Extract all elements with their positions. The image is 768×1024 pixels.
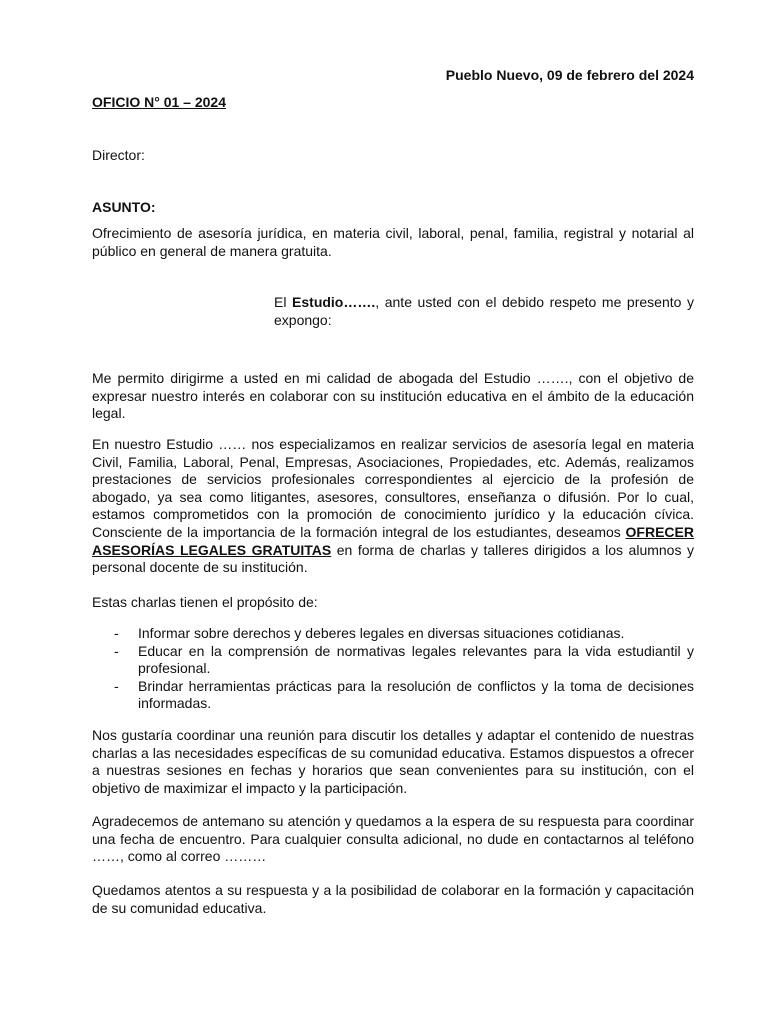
firm-name: Estudio……. xyxy=(292,294,376,310)
recipient: Director: xyxy=(92,147,145,163)
list-item-text: Educar en la comprensión de normativas legales relevantes para la vida estudiantil y profesional. xyxy=(138,642,694,677)
intro-paragraph xyxy=(274,294,694,329)
bullet-dash: - xyxy=(114,642,119,659)
bullet-dash: - xyxy=(114,625,119,641)
paragraph-1: Me permito dirigirme a usted en mi calidad de abogada del Estudio ……., con el objetivo de expresar nuestro interés en colaborar con su institución educativa en el ámbito de la educación legal. xyxy=(92,370,694,422)
asunto-text: Ofrecimiento de asesoría jurídica, en materia civil, laboral, penal, familia, registral y notarial al público en general de manera gratuita. xyxy=(92,225,694,259)
list-item-text: Brindar herramientas prácticas para la resolución de conflictos y la toma de decisiones informadas. xyxy=(138,677,694,712)
intro-rest: , ante usted con el debido respeto me presento y expongo: xyxy=(274,294,694,328)
purpose-list xyxy=(92,625,694,713)
paragraph-2 xyxy=(92,436,694,577)
asunto-heading: ASUNTO: xyxy=(92,199,156,215)
bullet-dash: - xyxy=(114,677,119,694)
paragraph-5: Agradecemos de antemano su atención y quedamos a la espera de su respuesta para coordinar una fecha de encuentro. Para cualquier consulta adicional, no dude en contactarnos al teléfono ……, como al correo ……… xyxy=(92,813,694,865)
date-line: Pueblo Nuevo, 09 de febrero del 2024 xyxy=(445,67,694,83)
paragraph-3: Estas charlas tienen el propósito de: xyxy=(92,594,318,610)
paragraph-6: Quedamos atentos a su respuesta y a la posibilidad de colaborar en la formación y capacitación de su comunidad educativa. xyxy=(92,882,694,916)
list-item xyxy=(92,678,694,713)
oficio-number: OFICIO N° 01 – 2024 xyxy=(92,94,226,110)
paragraph-2-text: En nuestro Estudio …… nos especializamos en realizar servicios de asesoría legal en materia Civil, Familia, Laboral, Penal, Empresas, Asociaciones, Propiedades, etc. Además, realizamos prestaciones de servicios profesionales correspondientes al ejercicio de la profesión de abogado, ya sea como litigantes, asesores, consultores, enseñanza o difusión. Por lo cual, estamos comprometidos con la promoción de conocimiento jurídico y la educación cívica. Consciente de la importancia de la formación integral de los estudiantes, deseamos xyxy=(92,436,694,540)
intro-prefix: El xyxy=(274,294,293,310)
list-item xyxy=(92,643,694,678)
emphasis-offer: OFRECER ASESORÍAS LEGALES GRATUITAS xyxy=(92,523,694,558)
list-item xyxy=(92,625,694,643)
paragraph-2-end: en forma de charlas y talleres dirigidos a los alumnos y personal docente de su institución. xyxy=(92,541,694,576)
list-item-text: Informar sobre derechos y deberes legales en diversas situaciones cotidianas. xyxy=(138,625,625,641)
paragraph-4: Nos gustaría coordinar una reunión para discutir los detalles y adaptar el contenido de nuestras charlas a las necesidades específicas de su comunidad educativa. Estamos dispuestos a ofrecer a nuestras sesiones en fechas y horarios que sean convenientes para su institución, con el objetivo de maximizar el impacto y la participación. xyxy=(92,727,694,796)
